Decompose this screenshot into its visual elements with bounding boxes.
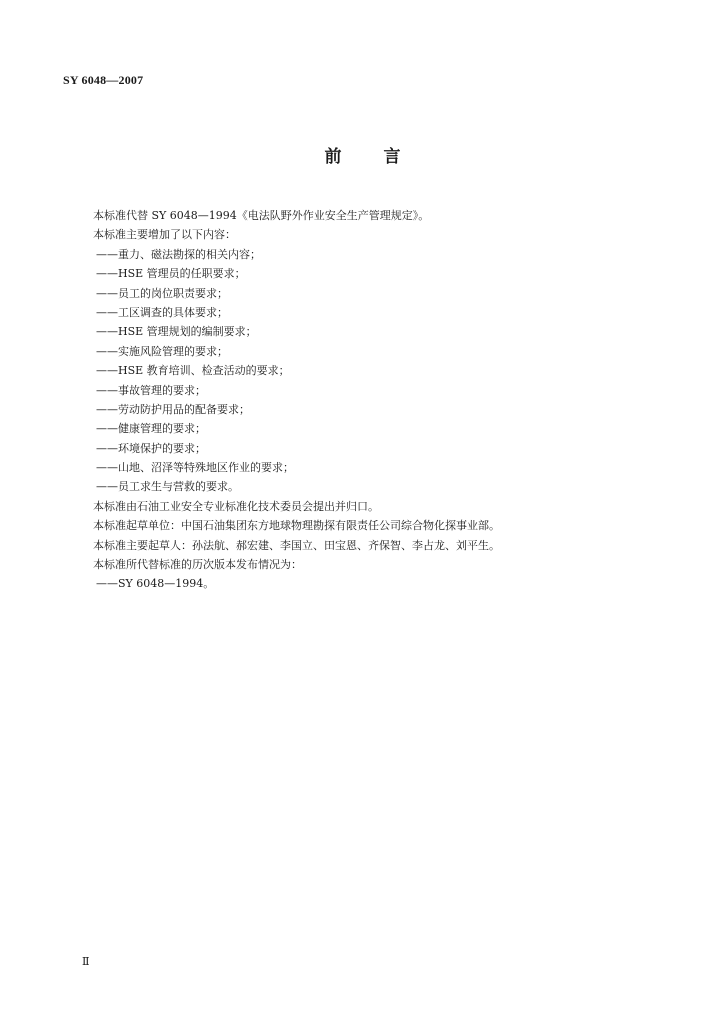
list-item: ——HSE 管理员的任职要求；	[96, 267, 246, 281]
page-number: Ⅱ	[82, 955, 90, 968]
foreword-body	[93, 206, 693, 594]
list-item: ——健康管理的要求；	[96, 422, 206, 436]
list-item: ——员工求生与营救的要求。	[96, 480, 239, 494]
foreword-line: 本标准代替 SY 6048—1994《电法队野外作业安全生产管理规定》。	[93, 209, 430, 222]
foreword-line: 本标准所代替标准的历次版本发布情况为：	[93, 558, 302, 572]
list-item: ——HSE 教育培训、检查活动的要求；	[96, 364, 290, 378]
list-item: ——劳动防护用品的配备要求；	[96, 402, 250, 416]
list-item: ——环境保护的要求；	[96, 441, 206, 455]
foreword-line: 本标准主要起草人：孙法航、郝宏建、李国立、田宝恩、齐保智、李占龙、刘平生。	[93, 538, 500, 552]
list-item: ——山地、沼泽等特殊地区作业的要求；	[96, 461, 294, 475]
list-item: ——HSE 管理规划的编制要求；	[96, 325, 257, 339]
list-item: ——重力、磁法勘探的相关内容；	[96, 247, 261, 261]
list-item: ——工区调查的具体要求；	[96, 305, 228, 319]
list-item: ——员工的岗位职责要求；	[96, 286, 228, 300]
foreword-line: 本标准起草单位：中国石油集团东方地球物理勘探有限责任公司综合物化探事业部。	[93, 519, 500, 533]
foreword-line: 本标准由石油工业安全专业标准化技术委员会提出并归口。	[93, 499, 379, 513]
standard-code: SY 6048—2007	[63, 73, 144, 87]
list-item: ——事故管理的要求；	[96, 383, 206, 397]
foreword-line: 本标准主要增加了以下内容：	[93, 228, 236, 242]
list-item: ——实施风险管理的要求；	[96, 344, 228, 358]
page-title: 前言	[324, 147, 443, 167]
list-item: ——SY 6048—1994。	[96, 577, 215, 591]
